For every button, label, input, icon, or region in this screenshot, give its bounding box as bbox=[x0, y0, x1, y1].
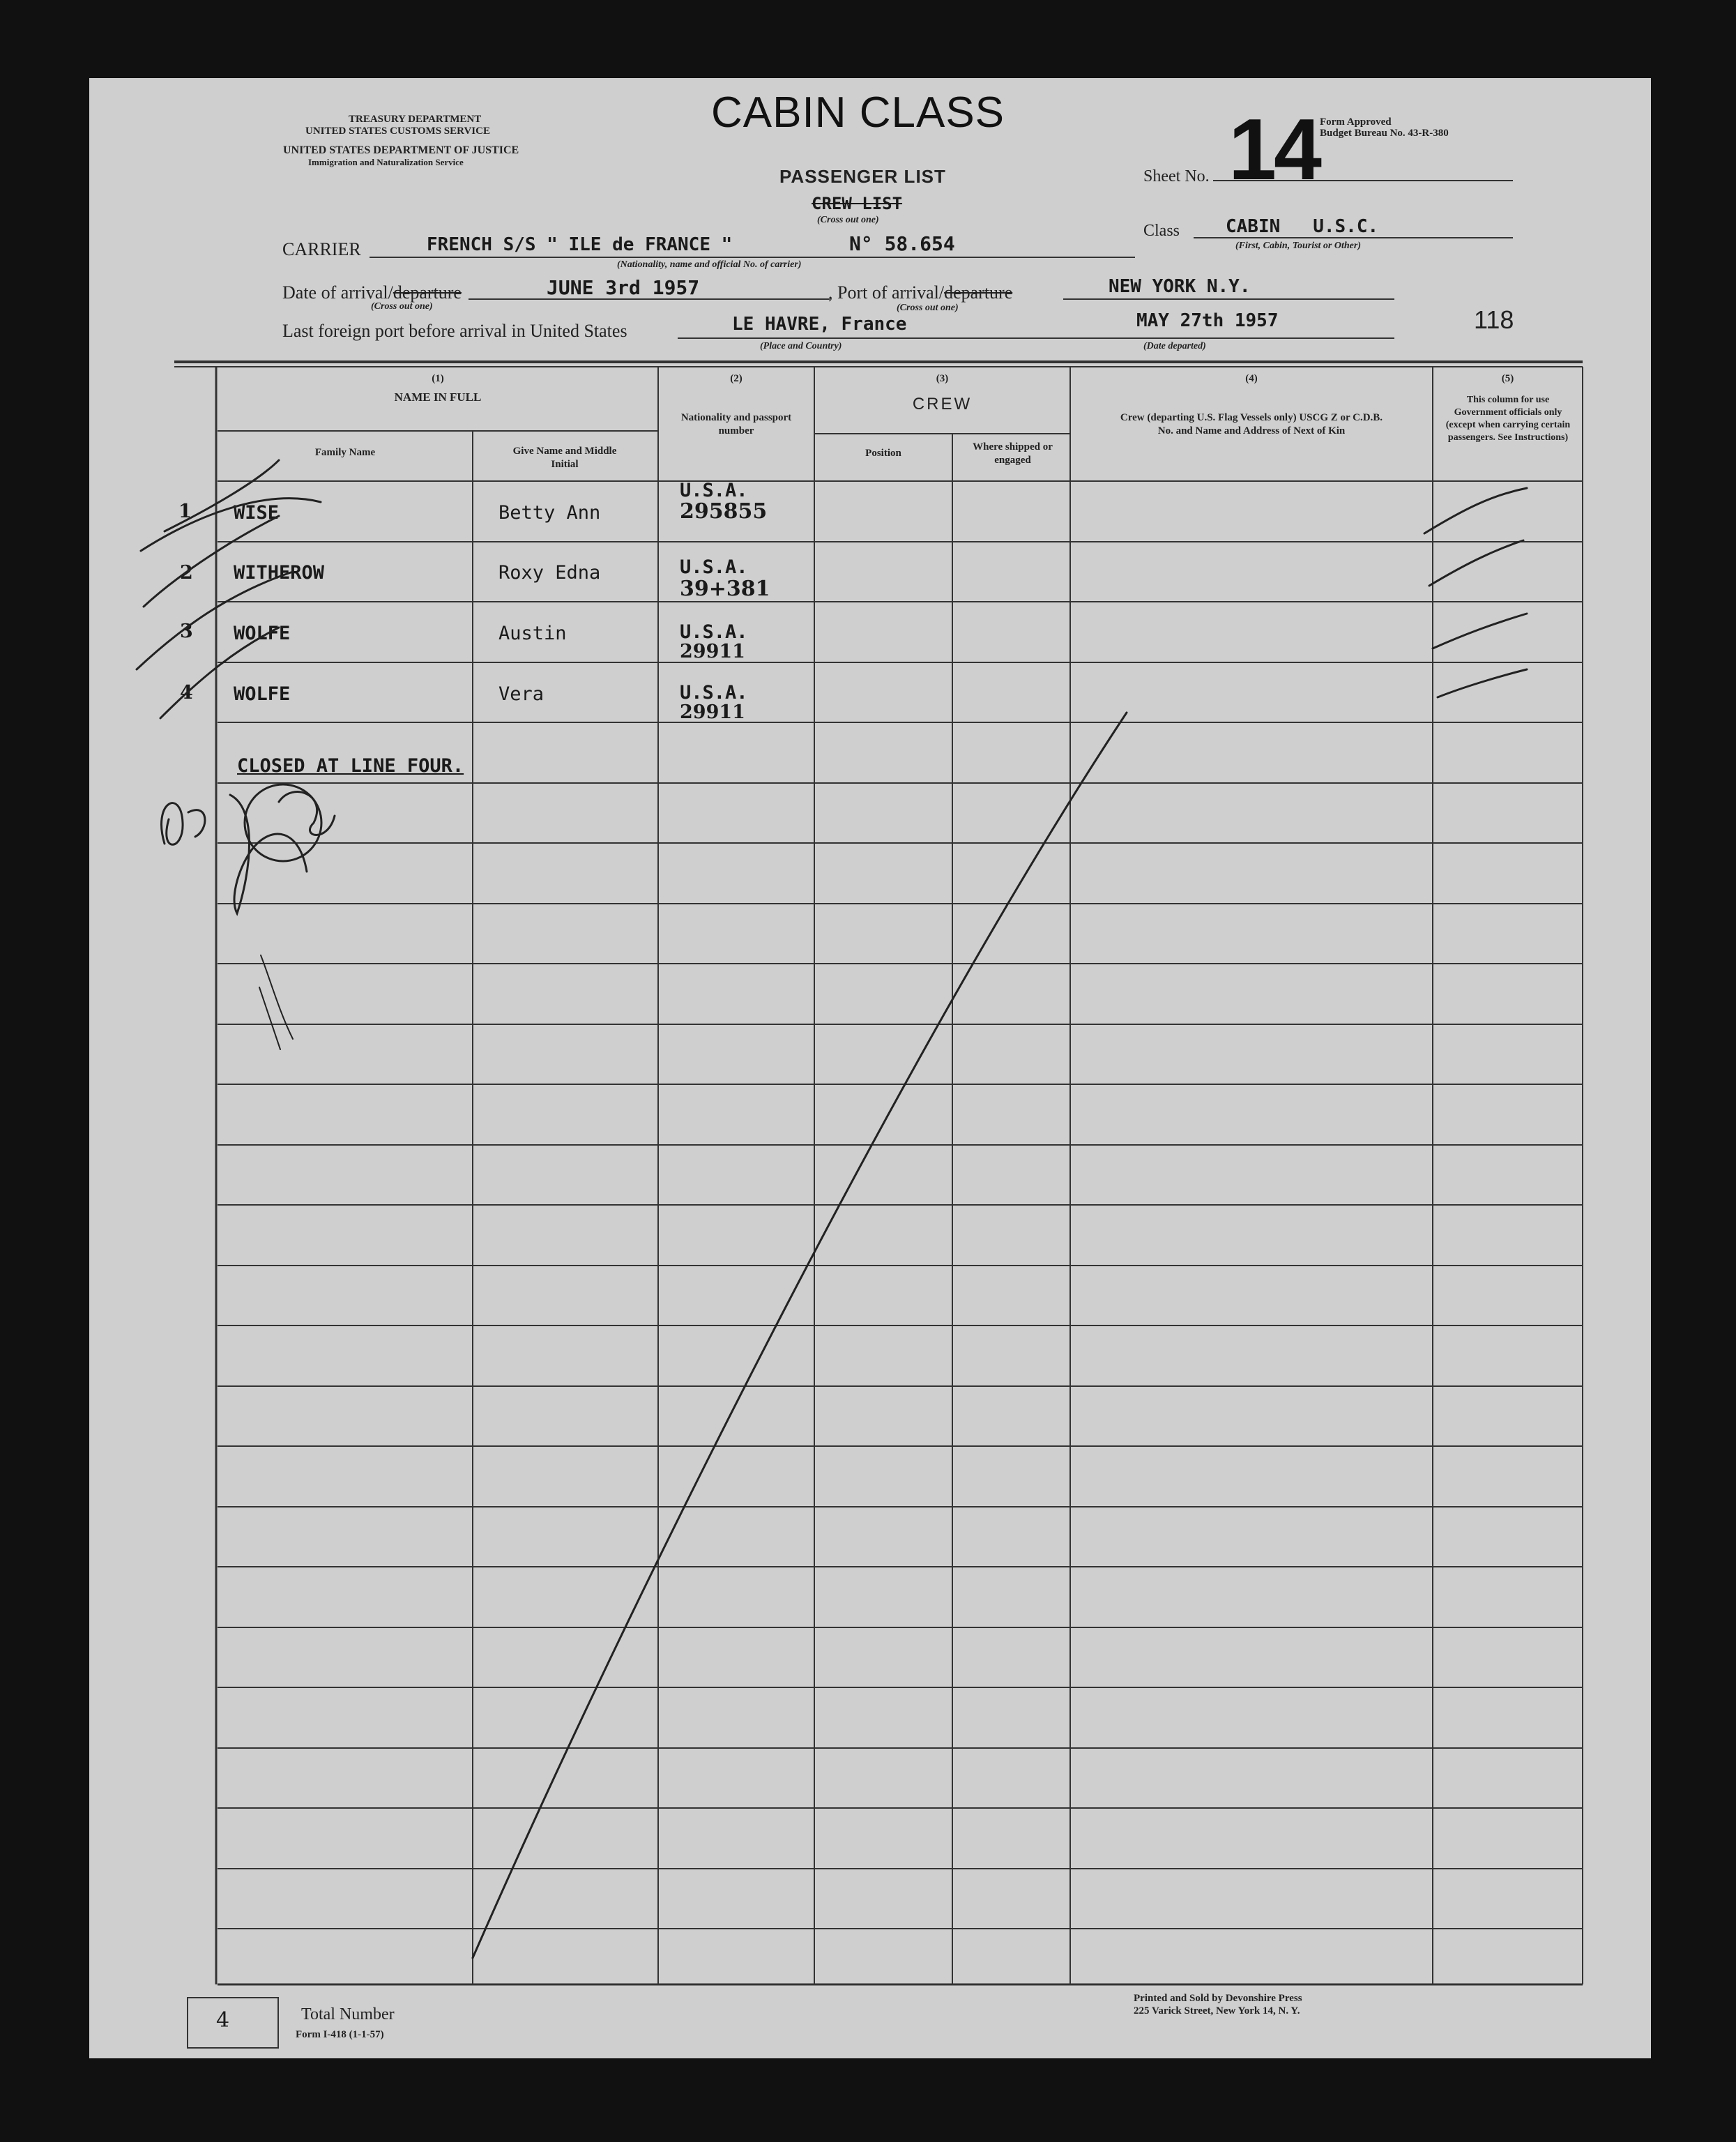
nationality-cell: U.S.A. bbox=[680, 621, 748, 643]
last-port-value: LE HAVRE, France bbox=[732, 314, 907, 335]
closed-at-line-four: CLOSED AT LINE FOUR. bbox=[237, 755, 464, 777]
total-number-value: 4 bbox=[216, 2008, 230, 2033]
passport-cell: 295855 bbox=[680, 499, 768, 524]
cabin-class-stamp: CABIN CLASS bbox=[711, 89, 1005, 137]
row-number: 1 bbox=[178, 501, 192, 522]
crossed-crew-list: CREW LIST bbox=[812, 194, 903, 213]
given-name-cell: Austin bbox=[498, 623, 567, 644]
agency-line-4: Immigration and Naturalization Service bbox=[308, 157, 464, 167]
given-name-cell: Betty Ann bbox=[498, 502, 601, 524]
col-next-of-kin: Crew (departing U.S. Flag Vessels only) USCG Z or C.D.B. No. and Name and Address of Next of Kin bbox=[1120, 412, 1383, 436]
row-number: 2 bbox=[180, 562, 193, 584]
form-title: PASSENGER LIST bbox=[779, 166, 946, 187]
cross-out-caption: (Cross out one) bbox=[817, 215, 879, 225]
carrier-value: FRENCH S/S " ILE de FRANCE " bbox=[427, 234, 733, 255]
port-cross-caption: (Cross out one) bbox=[897, 303, 959, 313]
budget-bureau-no: Budget Bureau No. 43-R-380 bbox=[1320, 128, 1449, 139]
port-of-arrival-value: NEW YORK N.Y. bbox=[1109, 276, 1251, 297]
nationality-cell: U.S.A. bbox=[680, 556, 748, 578]
col-given-name: Give Name and Middle Initial bbox=[512, 446, 617, 470]
col2-num: (2) bbox=[730, 373, 743, 384]
row-number: 4 bbox=[180, 682, 193, 704]
last-port-caption: (Place and Country) bbox=[760, 341, 842, 351]
date-of-arrival-value: JUNE 3rd 1957 bbox=[547, 276, 700, 299]
col1-num: (1) bbox=[432, 373, 444, 384]
passport-cell: 29911 bbox=[680, 701, 745, 723]
row-number: 3 bbox=[180, 621, 193, 642]
agency-line-1: TREASURY DEPARTMENT bbox=[349, 114, 482, 125]
given-name-cell: Vera bbox=[498, 683, 545, 705]
sheet-number: 14 bbox=[1228, 102, 1319, 198]
last-port-label: Last foreign port before arrival in United States bbox=[282, 321, 627, 341]
col5-num: (5) bbox=[1501, 373, 1514, 384]
date-departed-caption: (Date departed) bbox=[1143, 341, 1206, 351]
col-nationality: Nationality and passport number bbox=[680, 412, 792, 436]
printer-line-2: 225 Varick Street, New York 14, N. Y. bbox=[1134, 2005, 1300, 2016]
col-family-name: Family Name bbox=[314, 447, 376, 458]
agency-line-2: UNITED STATES CUSTOMS SERVICE bbox=[305, 126, 490, 137]
agency-line-3: UNITED STATES DEPARTMENT OF JUSTICE bbox=[283, 144, 519, 156]
page-number: 118 bbox=[1474, 305, 1514, 334]
carrier-label: CARRIER bbox=[282, 239, 361, 259]
form-approved: Form Approved bbox=[1320, 116, 1392, 128]
printer-line-1: Printed and Sold by Devonshire Press bbox=[1134, 1993, 1302, 2004]
passport-cell: 29911 bbox=[680, 641, 745, 662]
passport-cell: 39+381 bbox=[680, 577, 770, 601]
class-label: Class bbox=[1143, 222, 1180, 240]
carrier-caption: (Nationality, name and official No. of carrier) bbox=[617, 259, 802, 270]
col4-num: (4) bbox=[1245, 373, 1258, 384]
col3-num: (3) bbox=[936, 373, 949, 384]
sheet-label: Sheet No. bbox=[1143, 167, 1210, 185]
family-name-cell: WOLFE bbox=[234, 683, 291, 705]
form-number: Form I-418 (1-1-57) bbox=[296, 2029, 384, 2040]
col-where-shipped: Where shipped or engaged bbox=[973, 441, 1053, 466]
date-of-arrival-label: Date of arrival/departure bbox=[282, 282, 462, 303]
date-cross-caption: (Cross out one) bbox=[371, 301, 433, 312]
family-name-cell: WITHEROW bbox=[234, 562, 325, 584]
family-name-cell: WOLFE bbox=[234, 623, 291, 644]
given-name-cell: Roxy Edna bbox=[498, 562, 601, 584]
col-government-use: This column for use Government officials only (except when carrying certain passengers. See Instructions) bbox=[1445, 395, 1571, 443]
total-number-label: Total Number bbox=[301, 2005, 395, 2023]
class-value: CABIN U.S.C. bbox=[1226, 216, 1379, 237]
port-of-arrival-label: , Port of arrival/departure bbox=[828, 282, 1013, 303]
family-name-cell: WISE bbox=[234, 502, 280, 524]
nationality-cell: U.S.A. bbox=[680, 682, 748, 704]
col1-title: NAME IN FULL bbox=[394, 390, 482, 404]
total-number-box bbox=[187, 1997, 279, 2049]
col-position: Position bbox=[865, 448, 901, 459]
carrier-number: N° 58.654 bbox=[849, 232, 955, 255]
class-caption: (First, Cabin, Tourist or Other) bbox=[1235, 241, 1361, 251]
nationality-cell: U.S.A. bbox=[680, 480, 748, 501]
col-crew: CREW bbox=[912, 395, 973, 413]
date-departed-value: MAY 27th 1957 bbox=[1136, 310, 1279, 331]
